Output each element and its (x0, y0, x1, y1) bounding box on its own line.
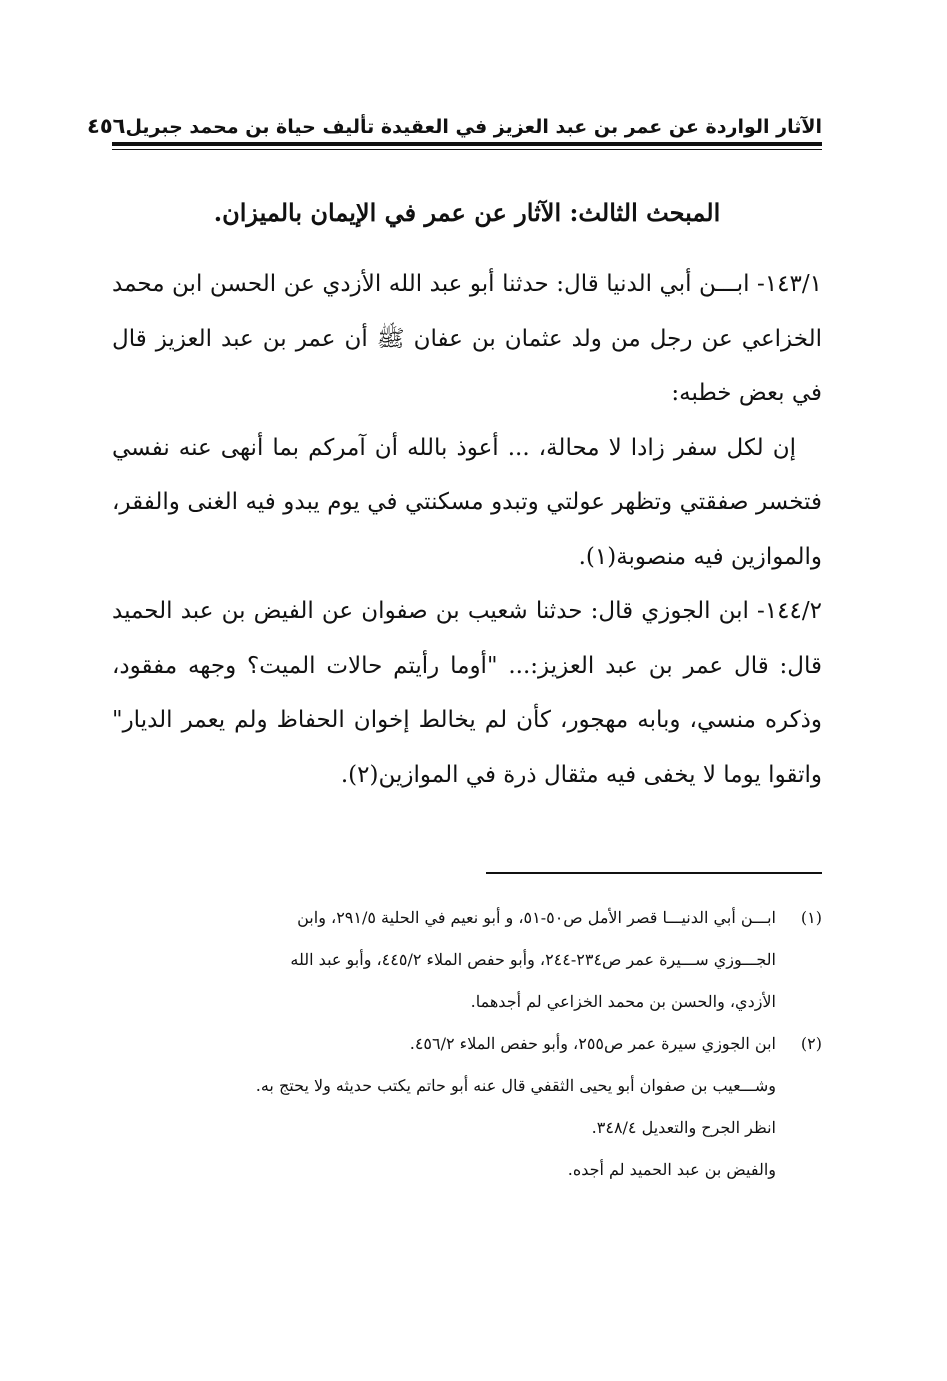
footnotes (112, 897, 822, 1191)
page-number: ٤٥٦ (87, 114, 126, 138)
footnote-1-number: (١) (800, 908, 822, 927)
footnote-1 (112, 897, 822, 1023)
header-rule-thick (112, 142, 822, 146)
footnote-2-continuation (112, 1065, 822, 1191)
footnote-separator (486, 872, 822, 874)
footnote-1-body (112, 897, 776, 1023)
footnote-2 (112, 1023, 822, 1065)
footnote-1-line: الجـــوزي ســـيرة عمر ص٢٣٤-٢٤٤، وأبو حفص الملاء ٤٤٥/٢، وأبو عبد الله (290, 950, 776, 969)
footnote-2-body (112, 1023, 776, 1065)
footnote-extra-line: والفيض بن عبد الحميد لم أجده. (567, 1160, 776, 1179)
footnote-extra-line: وشـــعيب بن صفوان أبو يحيى الثقفي قال عنه أبو حاتم يكتب حديثه ولا يحتج به. (255, 1076, 776, 1095)
paragraph-khutba-quote: إن لكل سفر زادا لا محالة، ... أعوذ بالله أن آمركم بما أنهى عنه نفسي فتخسر صفقتي وتظهر عولتي وتبدو مسكنتي في يوم يبدو فيه الغنى والفقر، والموازين فيه منصوبة(١). (112, 434, 822, 570)
running-header (87, 98, 822, 138)
footnote-1-line: ابـــن أبي الدنيـــا قصر الأمل ص٥٠-٥١، و أبو نعيم في الحلية ٢٩١/٥، وابن (297, 908, 776, 927)
footnote-2-number: (٢) (800, 1034, 822, 1053)
footnote-extra-line: انظر الجرح والتعديل ٣٤٨/٤. (591, 1118, 776, 1137)
body-text (112, 257, 822, 802)
header-title: الآثار الواردة عن عمر بن عبد العزيز في العقيدة تأليف حياة بن محمد جبريل (125, 116, 822, 138)
footnote-1-line: الأزدي، والحسن بن محمد الخزاعي لم أجدهما. (470, 992, 776, 1011)
section-heading: المبحث الثالث: الآثار عن عمر في الإيمان بالميزان. (213, 198, 721, 227)
header-rule-thin (112, 149, 822, 150)
footnote-2-line: ابن الجوزي سيرة عمر ص٢٥٥، وأبو حفص الملاء ٤٥٦/٢. (409, 1034, 776, 1053)
paragraph-athar-144: ١٤٤/٢- ابن الجوزي قال: حدثنا شعيب بن صفوان عن الفيض بن عبد الحميد قال: قال عمر بن عبد العزيز:... "أوما رأيتم حالات الميت؟ وجهه مفقود، وذكره منسي، وبابه مهجور، كأن لم يخالط إخوان الحفاظ ولم يعمر الديار" واتقوا يوما لا يخفى فيه مثقال ذرة في الموازين(٢). (112, 598, 822, 788)
paragraph-athar-143: ١٤٣/١- ابـــن أبي الدنيا قال: حدثنا أبو عبد الله الأزدي عن الحسن ابن محمد الخزاعي عن رجل من ولد عثمان بن عفان ﷺ أن عمر بن عبد العزيز قال في بعض خطبه: (112, 271, 822, 406)
